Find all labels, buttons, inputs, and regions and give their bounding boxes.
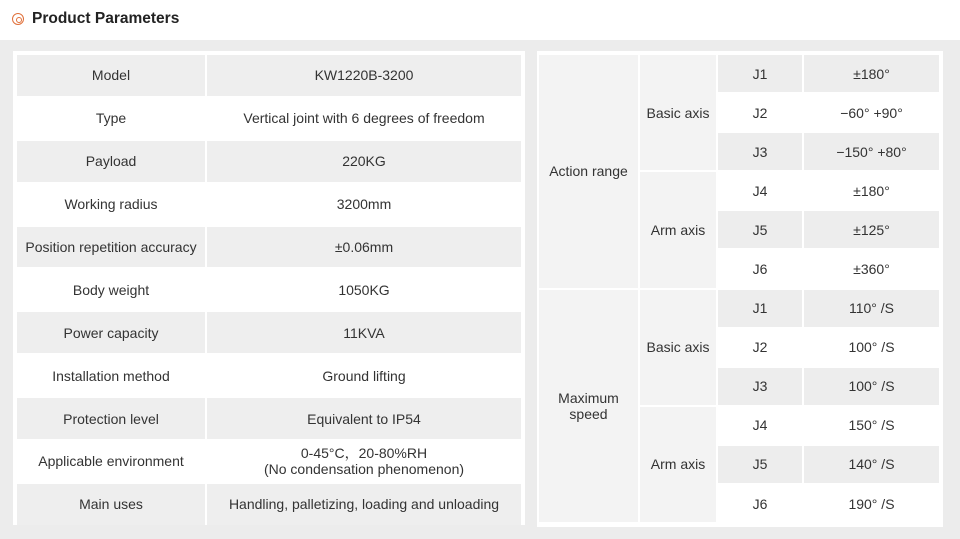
table-row — [17, 441, 521, 482]
basic-axis-label: Basic axis — [640, 290, 716, 405]
joint-cell: J5 — [718, 446, 802, 483]
table-row — [17, 312, 521, 353]
arm-axis-label: Arm axis — [640, 172, 716, 287]
joint-cell: J2 — [718, 94, 802, 131]
param-label: Protection level — [17, 398, 205, 439]
page-title: Product Parameters — [32, 10, 180, 27]
table-row — [17, 484, 521, 525]
axis-parameters-panel — [537, 51, 943, 527]
basic-axis-label: Basic axis — [640, 55, 716, 170]
param-label: Type — [17, 98, 205, 139]
joint-cell: J6 — [718, 250, 802, 287]
axis-value-cell: 140° /S — [804, 446, 939, 483]
param-label: Power capacity — [17, 312, 205, 353]
axis-value-cell: −60° +90° — [804, 94, 939, 131]
table-row — [17, 227, 521, 268]
joint-cell: J1 — [718, 290, 802, 327]
joint-cell: J6 — [718, 485, 802, 522]
axis-value-cell: 100° /S — [804, 329, 939, 366]
action-range-label: Action range — [539, 55, 638, 288]
joint-cell: J3 — [718, 133, 802, 170]
axis-value-cell: 100° /S — [804, 368, 939, 405]
param-value: Vertical joint with 6 degrees of freedom — [207, 98, 521, 139]
param-value: 3200mm — [207, 184, 521, 225]
param-value: Handling, palletizing, loading and unloading — [207, 484, 521, 525]
table-row — [17, 398, 521, 439]
header-bar — [0, 0, 960, 40]
basic-parameters-table — [15, 53, 523, 527]
axis-value-cell: ±180° — [804, 172, 939, 209]
joint-cell: J3 — [718, 368, 802, 405]
basic-parameters-panel — [13, 51, 525, 525]
param-value: 1050KG — [207, 269, 521, 310]
joint-cell: J1 — [718, 55, 802, 92]
param-value — [207, 441, 521, 482]
axis-value-cell: −150° +80° — [804, 133, 939, 170]
table-row — [17, 184, 521, 225]
table-row — [17, 355, 521, 396]
max-speed-label-line: speed — [569, 405, 608, 422]
param-value-note: (No condensation phenomenon) — [263, 461, 465, 478]
axis-value-cell: 110° /S — [804, 290, 939, 327]
param-label: Model — [17, 55, 205, 96]
param-value: ±0.06mm — [207, 227, 521, 268]
max-speed-label — [539, 290, 638, 523]
table-row — [17, 55, 521, 96]
table-row — [539, 290, 939, 327]
table-row — [17, 141, 521, 182]
param-value-line: 0-45°C，20-80%RH — [300, 445, 428, 462]
axis-value-cell: 150° /S — [804, 407, 939, 444]
joint-cell: J4 — [718, 172, 802, 209]
joint-cell: J4 — [718, 407, 802, 444]
axis-value-cell: ±360° — [804, 250, 939, 287]
param-label: Position repetition accuracy — [17, 227, 205, 268]
max-speed-label-line: Maximum — [558, 389, 619, 406]
axis-value-cell: ±180° — [804, 55, 939, 92]
param-value: Ground lifting — [207, 355, 521, 396]
axis-parameters-table — [537, 53, 941, 524]
table-row — [539, 55, 939, 92]
axis-value-cell: 190° /S — [804, 485, 939, 522]
arm-axis-label: Arm axis — [640, 407, 716, 522]
param-label: Payload — [17, 141, 205, 182]
joint-cell: J5 — [718, 211, 802, 248]
table-row — [17, 269, 521, 310]
joint-cell: J2 — [718, 329, 802, 366]
param-value: 11KVA — [207, 312, 521, 353]
axis-value-cell: ±125° — [804, 211, 939, 248]
table-row — [17, 98, 521, 139]
param-value: KW1220B-3200 — [207, 55, 521, 96]
param-value: Equivalent to IP54 — [207, 398, 521, 439]
target-circle-icon — [12, 13, 24, 25]
param-value: 220KG — [207, 141, 521, 182]
param-label: Main uses — [17, 484, 205, 525]
param-label: Installation method — [17, 355, 205, 396]
param-label: Working radius — [17, 184, 205, 225]
param-label: Applicable environment — [17, 441, 205, 482]
param-label: Body weight — [17, 269, 205, 310]
